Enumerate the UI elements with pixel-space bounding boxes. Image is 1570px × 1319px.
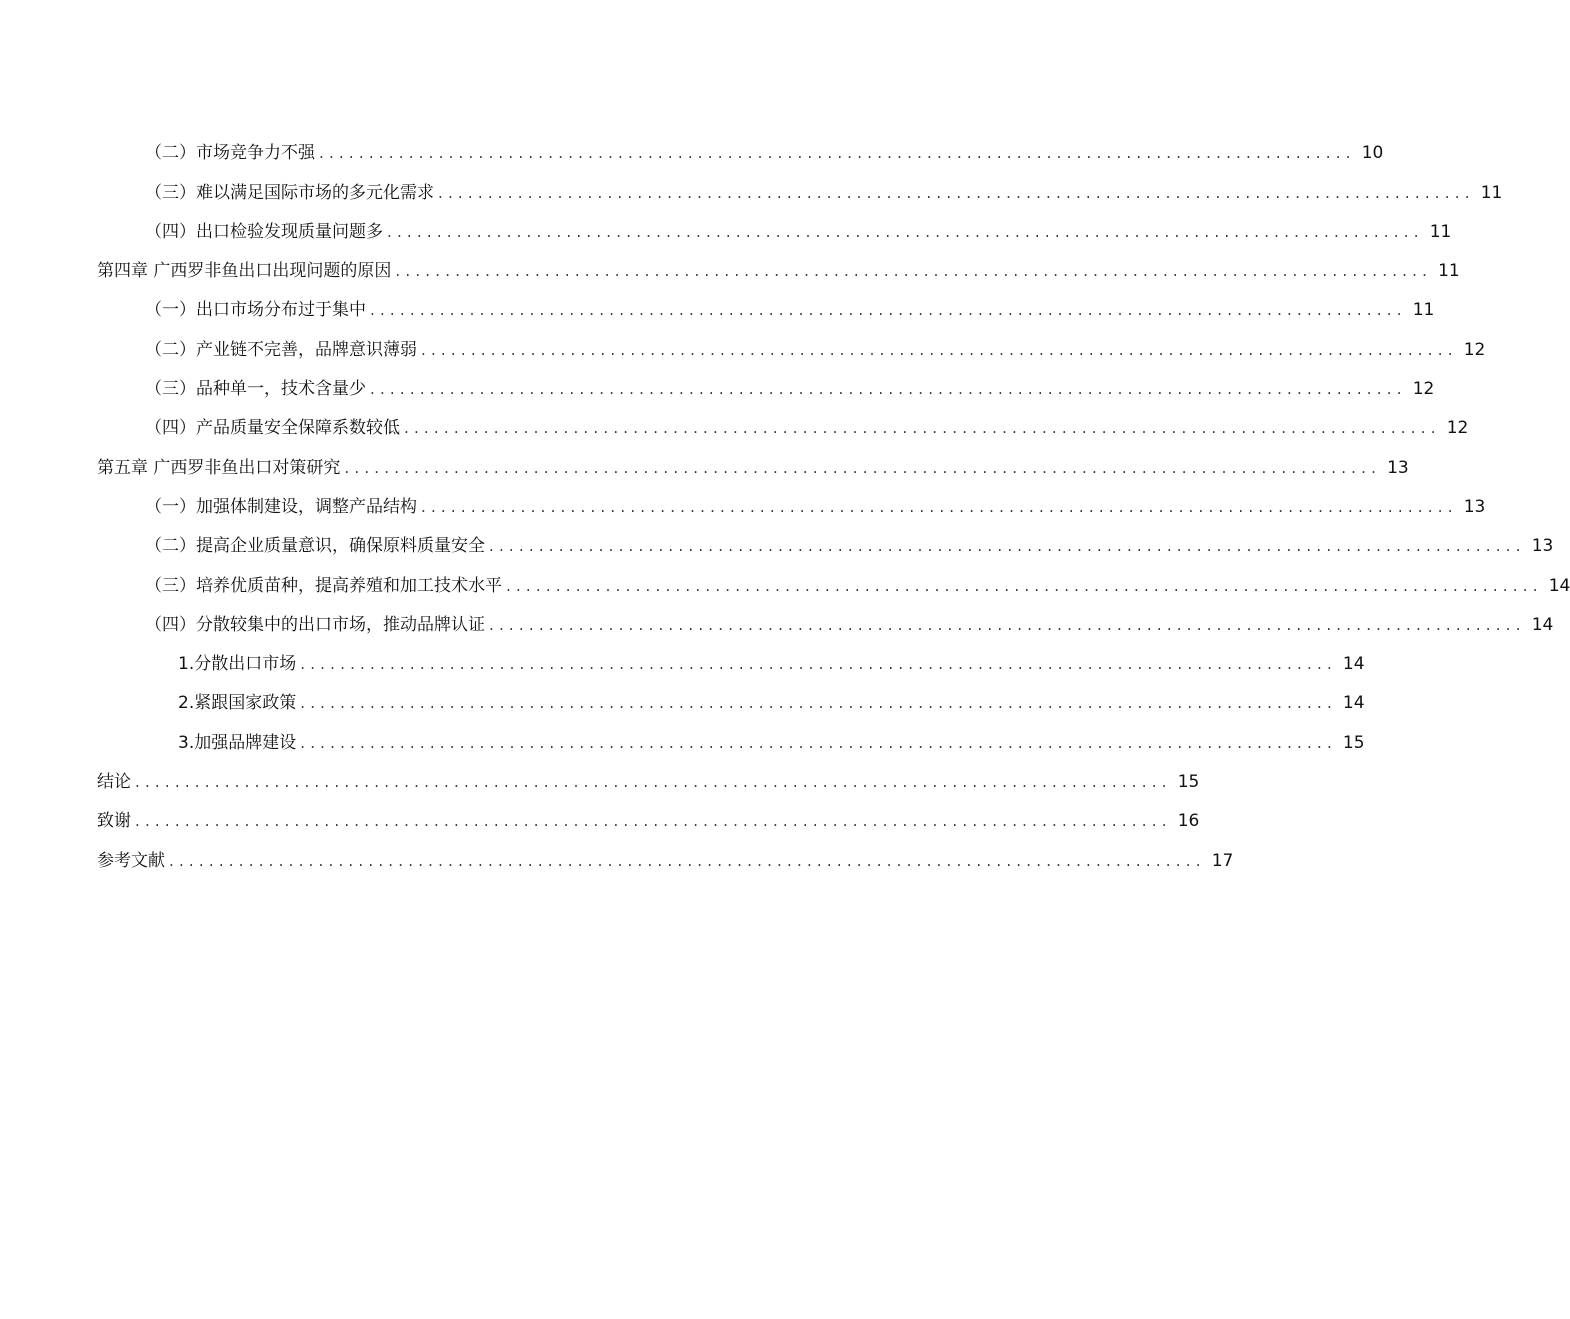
dot-leader: ........................................................................................................ <box>135 773 1172 792</box>
dot-leader: ........................................................................................................ <box>489 537 1526 556</box>
toc-entry-page: 13 <box>1463 496 1486 517</box>
toc-entry-title: 致谢 <box>97 811 131 832</box>
toc-entry-page: 12 <box>1412 379 1435 400</box>
toc-entry-page: 12 <box>1463 339 1486 360</box>
toc-entry-title: 3.加强品牌建设 <box>178 732 297 753</box>
table-of-contents <box>97 129 1570 876</box>
toc-entry-page: 14 <box>1342 654 1365 675</box>
toc-entry-page: 13 <box>1531 536 1554 557</box>
toc-entry-title: 第四章 广西罗非鱼出口出现问题的原因 <box>97 261 392 282</box>
toc-entry-title: 结论 <box>97 772 131 793</box>
dot-leader: ........................................................................................................ <box>169 851 1206 870</box>
toc-entry[interactable] <box>97 443 1409 482</box>
toc-entry[interactable] <box>97 483 1486 522</box>
toc-entry[interactable] <box>97 718 1365 757</box>
toc-entry[interactable] <box>97 129 1384 168</box>
dot-leader: ........................................................................................................ <box>300 694 1337 713</box>
dot-leader: ........................................................................................................ <box>387 222 1424 241</box>
toc-entry-page: 13 <box>1387 457 1409 478</box>
toc-entry[interactable] <box>97 758 1200 797</box>
toc-entry[interactable] <box>97 404 1469 443</box>
toc-entry[interactable] <box>97 208 1452 247</box>
toc-entry-title: （三）品种单一，技术含量少 <box>145 379 366 400</box>
toc-entry-title: （二）提高企业质量意识，确保原料质量安全 <box>145 536 485 557</box>
dot-leader: ........................................................................................................ <box>395 262 1433 281</box>
toc-entry-page: 11 <box>1429 221 1452 242</box>
toc-entry-title: （四）出口检验发现质量问题多 <box>145 221 383 242</box>
dot-leader: ........................................................................................................ <box>421 497 1458 516</box>
dot-leader: ........................................................................................................ <box>370 301 1407 320</box>
toc-entry-title: 第五章 广西罗非鱼出口对策研究 <box>97 457 341 478</box>
toc-entry-title: 1.分散出口市场 <box>178 654 297 675</box>
toc-entry[interactable] <box>97 365 1435 404</box>
dot-leader: ........................................................................................................ <box>344 458 1382 477</box>
toc-entry[interactable] <box>97 561 1570 600</box>
dot-leader: ........................................................................................................ <box>404 419 1441 438</box>
dot-leader: ........................................................................................................ <box>300 733 1337 752</box>
toc-entry-title: （二）产业链不完善，品牌意识薄弱 <box>145 339 417 360</box>
dot-leader: ........................................................................................................ <box>370 380 1407 399</box>
toc-entry-title: （三）培养优质苗种，提高养殖和加工技术水平 <box>145 575 502 596</box>
toc-entry-page: 15 <box>1342 732 1365 753</box>
toc-entry-page: 14 <box>1548 575 1570 596</box>
dot-leader: ........................................................................................................ <box>300 655 1337 674</box>
toc-entry[interactable] <box>97 601 1554 640</box>
toc-entry-title: （一）出口市场分布过于集中 <box>145 300 366 321</box>
toc-entry-page: 11 <box>1438 261 1460 282</box>
toc-entry[interactable] <box>97 836 1234 875</box>
toc-entry-page: 10 <box>1361 143 1384 164</box>
toc-entry[interactable] <box>97 640 1365 679</box>
toc-entry[interactable] <box>97 168 1503 207</box>
toc-entry-page: 11 <box>1412 300 1435 321</box>
dot-leader: ........................................................................................................ <box>319 144 1356 163</box>
toc-entry-page: 11 <box>1480 182 1503 203</box>
toc-entry-page: 14 <box>1342 693 1365 714</box>
toc-entry-title: （四）分散较集中的出口市场，推动品牌认证 <box>145 614 485 635</box>
toc-entry-title: （一）加强体制建设，调整产品结构 <box>145 496 417 517</box>
toc-entry[interactable] <box>97 797 1200 836</box>
toc-entry-title: （四）产品质量安全保障系数较低 <box>145 418 400 439</box>
toc-entry-page: 15 <box>1177 772 1200 793</box>
dot-leader: ........................................................................................................ <box>438 183 1475 202</box>
toc-entry-page: 16 <box>1177 811 1200 832</box>
toc-entry-title: 参考文献 <box>97 850 165 871</box>
toc-entry-title: 2.紧跟国家政策 <box>178 693 297 714</box>
toc-entry[interactable] <box>97 286 1435 325</box>
toc-entry[interactable] <box>97 247 1460 286</box>
toc-entry[interactable] <box>97 325 1486 364</box>
dot-leader: ........................................................................................................ <box>506 576 1543 595</box>
dot-leader: ........................................................................................................ <box>489 615 1526 634</box>
toc-entry[interactable] <box>97 522 1554 561</box>
dot-leader: ........................................................................................................ <box>135 812 1172 831</box>
toc-entry[interactable] <box>97 679 1365 718</box>
toc-entry-page: 12 <box>1446 418 1469 439</box>
toc-entry-title: （三）难以满足国际市场的多元化需求 <box>145 182 434 203</box>
toc-entry-page: 17 <box>1211 850 1234 871</box>
toc-entry-title: （二）市场竞争力不强 <box>145 143 315 164</box>
dot-leader: ........................................................................................................ <box>421 340 1458 359</box>
toc-entry-page: 14 <box>1531 614 1554 635</box>
